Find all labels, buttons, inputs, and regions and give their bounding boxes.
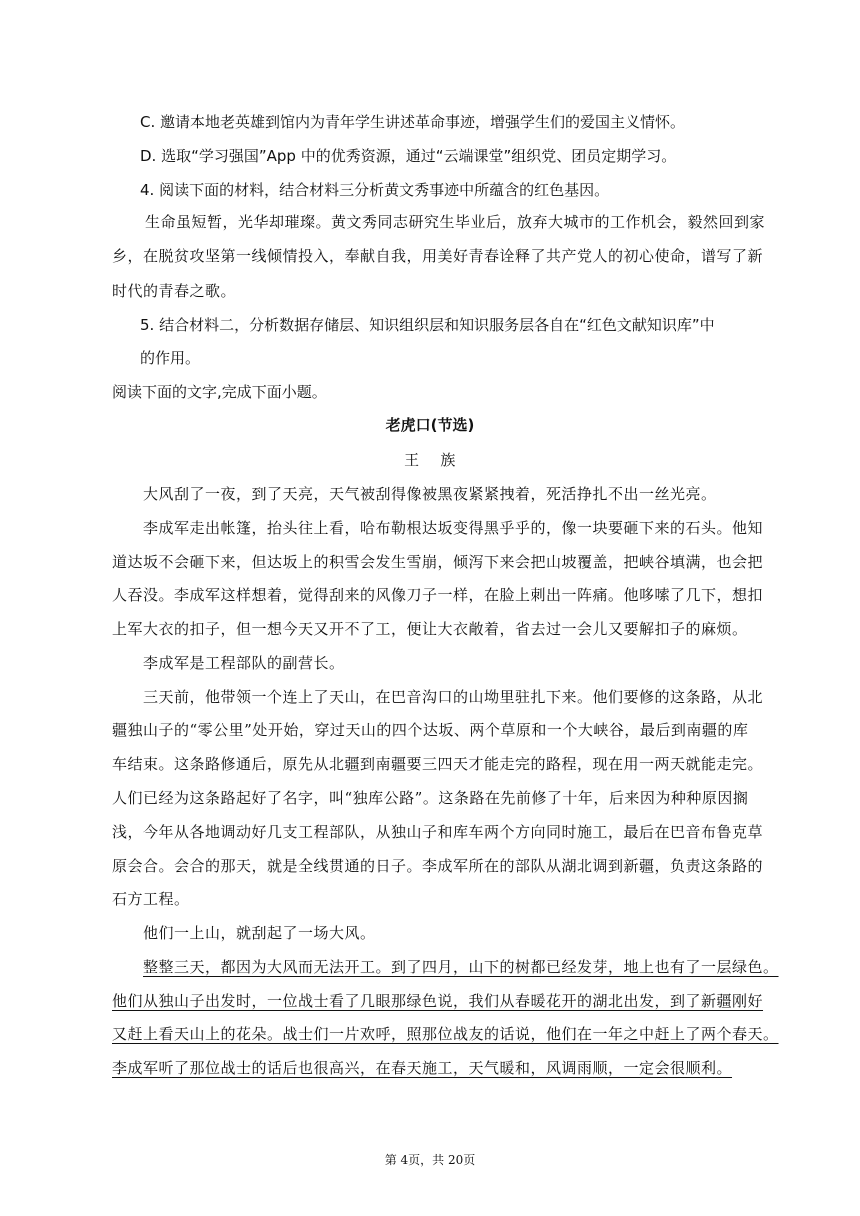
question-4-prompt: 4. 阅读下面的材料，结合材料三分析黄文秀事迹中所蕴含的红色基因。 <box>140 181 610 199</box>
article-line-8: 疆独山子的“零公里”处开始，穿过天山的四个达坂、两个草原和一个大峡谷，最后到南疆的库 <box>112 721 749 739</box>
question-5-line-2: 的作用。 <box>140 349 201 367</box>
article-underlined-line-4: 李成军听了那位战士的话后也很高兴，在春天施工，天气暖和，风调雨顺，一定会很顺利。 <box>112 1059 733 1077</box>
article-title: 老虎口(节选) <box>385 416 475 434</box>
q4-material-line-2: 乡，在脱贫攻坚第一线倾情投入，奉献自我，用美好青春诠释了共产党人的初心使命，谱写了新 <box>112 247 764 265</box>
page-footer: 第 4页，共 20页 <box>384 1153 476 1167</box>
article-line-3: 道达坂不会砸下来，但达坂上的积雪会发生雪崩，倾泻下来会把山坡覆盖，把峡谷填满，也会把 <box>112 553 764 571</box>
article-line-13: 石方工程。 <box>112 890 190 908</box>
option-c: C. 邀请本地老英雄到馆内为青年学生讲述革命事迹，增强学生们的爱国主义情怀。 <box>140 113 686 131</box>
article-underlined-line-3: 又赶上看天山上的花朵。战士们一片欢呼，照那位战友的话说，他们在一年之中赶上了两个春天。 <box>112 1025 779 1043</box>
article-line-5: 上军大衣的扣子，但一想今天又开不了工，便让大衣敞着，省去过一会儿又要解扣子的麻烦。 <box>112 620 748 638</box>
q4-material-line-1: 生命虽短暂，光华却璀璨。黄文秀同志研究生毕业后，放弃大城市的工作机会，毅然回到家 <box>145 213 766 231</box>
article-underlined-line-2: 他们从独山子出发时，一位战士看了几眼那绿色说，我们从春暖花开的湖北出发，到了新疆刚好 <box>112 992 764 1010</box>
article-line-11: 浅，今年从各地调动好几支工程部队，从独山子和库车两个方向同时施工，最后在巴音布鲁克草 <box>112 823 764 841</box>
article-line-14: 他们一上山，就刮起了一场大风。 <box>143 924 376 942</box>
article-line-12: 原会合。会合的那天，就是全线贯通的日子。李成军所在的部队从湖北调到新疆，负责这条路的 <box>112 857 764 875</box>
article-line-4: 人吞没。李成军这样想着，觉得刮来的风像刀子一样，在脸上刺出一阵痛。他哆嗦了几下，想扣 <box>112 586 764 604</box>
article-author: 王 族 <box>404 451 456 469</box>
option-d: D. 选取“学习强国”App 中的优秀资源，通过“云端课堂”组织党、团员定期学习。 <box>140 147 677 165</box>
q4-material-line-3: 时代的青春之歌。 <box>112 282 237 300</box>
article-line-7: 三天前，他带领一个连上了天山，在巴音沟口的山坳里驻扎下来。他们要修的这条路，从北 <box>143 688 764 706</box>
reading-instruction: 阅读下面的文字,完成下面小题。 <box>112 383 327 401</box>
article-line-10: 人们已经为这条路起好了名字，叫“独库公路”。这条路在先前修了十年，后来因为种种原因搁 <box>112 789 749 807</box>
article-line-1: 大风刮了一夜，到了天亮，天气被刮得像被黑夜紧紧拽着，死活挣扎不出一丝光亮。 <box>143 485 717 503</box>
article-line-2: 李成军走出帐篷，抬头往上看，哈布勒根达坂变得黑乎乎的，像一块要砸下来的石头。他知 <box>143 519 764 537</box>
article-line-6: 李成军是工程部队的副营长。 <box>143 654 345 672</box>
question-5-line-1: 5. 结合材料二，分析数据存储层、知识组织层和知识服务层各自在“红色文献知识库”中 <box>140 316 715 334</box>
article-underlined-line-1: 整整三天，都因为大风而无法开工。到了四月，山下的树都已经发芽，地上也有了一层绿色。 <box>143 958 779 976</box>
article-line-9: 车结束。这条路修通后，原先从北疆到南疆要三四天才能走完的路程，现在用一两天就能走完。 <box>112 755 764 773</box>
